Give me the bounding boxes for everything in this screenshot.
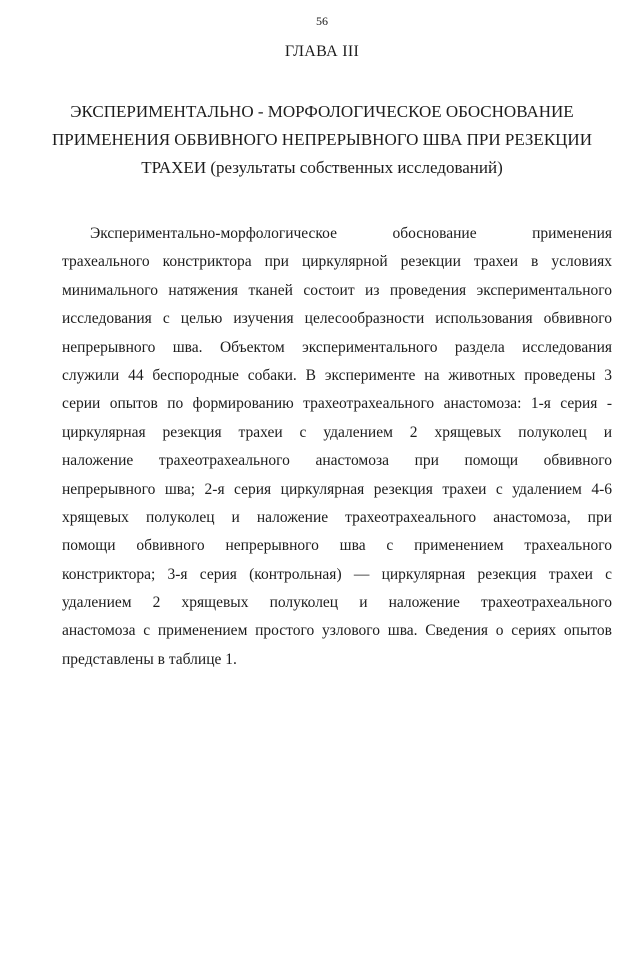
paragraph-line: исследования с целью изучения целесообразности использования обвивного [62,310,612,328]
title-line: ПРИМЕНЕНИЯ ОБВИВНОГО НЕПРЕРЫВНОГО ШВА ПРИ РЕЗЕКЦИИ [52,130,592,149]
paragraph-line: Экспериментально-морфологическое обоснование применения [90,225,612,242]
paragraph-line: констриктора; 3-я серия (контрольная) — циркулярная резекция трахеи с [62,565,612,583]
paragraph-line: непрерывного шва; 2-я серия циркулярная резекция трахеи с удалением 4-6 [62,480,612,498]
body-paragraph [62,220,612,674]
paragraph-line: помощи обвивного непрерывного шва с применением трахеального [62,537,612,555]
paragraph-line: трахеального констриктора при циркулярной резекции трахеи в условиях [62,253,612,271]
paragraph-line: удалением 2 хрящевых полуколец и наложение трахеотрахеального [62,594,612,612]
paragraph-line: циркулярная резекция трахеи с удалением 2 хрящевых полуколец и [62,423,612,441]
paragraph-line: хрящевых полуколец и наложение трахеотрахеального анастомоза, при [62,508,612,526]
title-line: ЭКСПЕРИМЕНТАЛЬНО - МОРФОЛОГИЧЕСКОЕ ОБОСНОВАНИЕ [70,102,574,121]
paragraph-line: серии опытов по формированию трахеотрахеального анастомоза: 1-я серия - [62,395,612,413]
chapter-label: ГЛАВА III [284,43,360,60]
paragraph-line: наложение трахеотрахеального анастомоза при помощи обвивного [62,452,612,470]
page-number: 56 [316,14,328,28]
paragraph-line: минимального натяжения тканей состоит из проведения экспериментального [62,281,612,299]
paragraph-line: представлены в таблице 1. [62,650,237,668]
title-line: ТРАХЕИ (результаты собственных исследований) [141,158,503,177]
chapter-title [40,98,604,182]
paragraph-line: служили 44 беспородные собаки. В эксперименте на животных проведены 3 [62,366,612,384]
paragraph-line: анастомоза с применением простого узлового шва. Сведения о сериях опытов [62,622,612,640]
paragraph-line: непрерывного шва. Объектом экспериментального раздела исследования [62,338,612,356]
